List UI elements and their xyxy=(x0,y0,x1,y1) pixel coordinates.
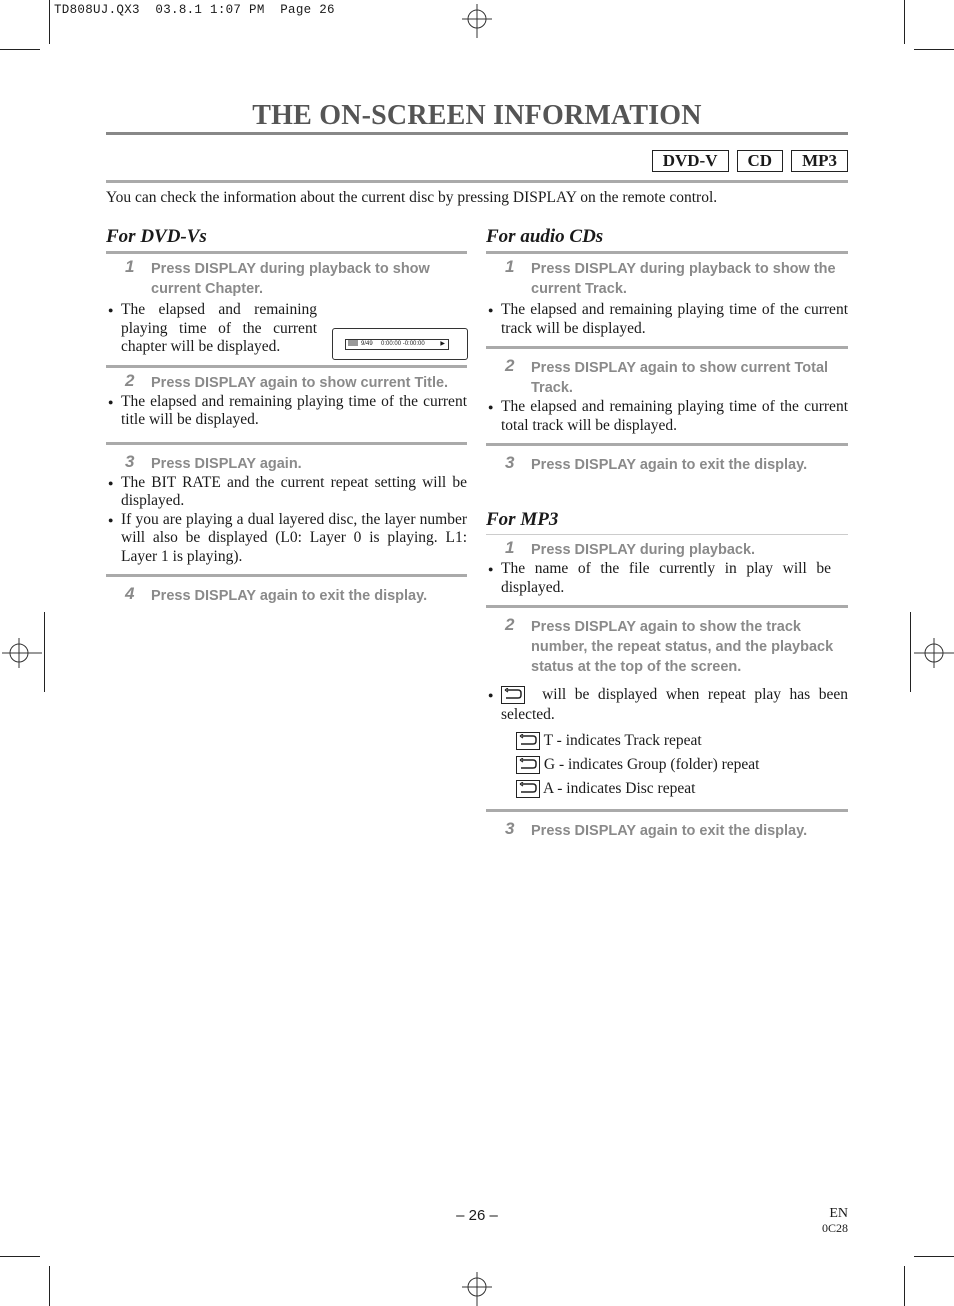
repeat-item-text: G - indicates Group (folder) repeat xyxy=(543,756,760,773)
crop-mark xyxy=(49,1266,50,1306)
bullet-text: The elapsed and remaining playing time of the current chapter will be displayed. xyxy=(121,301,317,355)
mp3-heading: For MP3 xyxy=(486,509,559,530)
step-instruction xyxy=(106,586,467,606)
registration-mark-icon xyxy=(462,1272,492,1306)
intro-text: You can check the information about the current disc by pressing DISPLAY on the remote control. xyxy=(106,189,718,206)
repeat-item xyxy=(486,753,848,777)
osd-chapter: 9/49 xyxy=(361,341,373,347)
step-number: 2 xyxy=(505,356,515,375)
repeat-item-text: A - indicates Disc repeat xyxy=(543,780,696,797)
bullet xyxy=(486,685,848,725)
registration-mark-icon xyxy=(462,4,492,38)
play-icon: ▶ xyxy=(440,341,445,347)
step-text: Press DISPLAY during playback to show current Chapter. xyxy=(151,261,430,297)
crop-mark xyxy=(0,49,40,50)
step-number: 2 xyxy=(505,615,515,634)
bullet xyxy=(486,560,831,597)
osd-time: 0:00:00 -0:00:00 xyxy=(381,341,425,347)
step-number: 1 xyxy=(505,257,515,276)
step-number: 3 xyxy=(505,819,515,838)
crop-mark xyxy=(49,0,50,44)
page-number: – 26 – xyxy=(456,1207,498,1224)
step-text: Press DISPLAY again. xyxy=(151,455,302,472)
step-number: 3 xyxy=(505,453,515,472)
step-text: Press DISPLAY again to exit the display. xyxy=(531,823,808,839)
osd-display-illustration xyxy=(332,328,468,360)
step-text: Press DISPLAY again to show the track number, the repeat status, and the playback status at the top of the screen. xyxy=(531,619,834,675)
repeat-item xyxy=(486,777,848,801)
document-code: 0C28 xyxy=(821,1221,848,1235)
step-text: Press DISPLAY again to show current Title. xyxy=(151,374,449,391)
step-instruction xyxy=(486,821,848,841)
dvd-step-4 xyxy=(106,577,467,614)
repeat-icon xyxy=(501,686,525,704)
step-instruction xyxy=(106,259,467,299)
chapter-badge-icon xyxy=(348,340,358,346)
bullet xyxy=(486,301,848,338)
step-text: Press DISPLAY again to show current Total Track. xyxy=(531,360,829,396)
mp3-step-3 xyxy=(486,812,848,849)
bullet-text: The elapsed and remaining playing time of the current total track will be displayed. xyxy=(501,398,848,434)
crop-mark xyxy=(914,49,954,50)
step-text: Press DISPLAY during playback. xyxy=(531,542,756,558)
step-text: Press DISPLAY again to exit the display. xyxy=(151,588,428,604)
cd-step-3 xyxy=(486,446,848,483)
bullet xyxy=(106,393,467,430)
step-instruction xyxy=(106,370,467,393)
dvd-heading: For DVD-Vs xyxy=(106,226,207,247)
bullet-text: The elapsed and remaining playing time of the current title will be displayed. xyxy=(121,392,467,428)
repeat-track-icon xyxy=(516,732,540,750)
step-instruction xyxy=(486,617,848,677)
cd-step-2 xyxy=(486,349,848,443)
repeat-note: will be displayed when repeat play has been selected. xyxy=(501,686,849,723)
language-code: EN xyxy=(829,1206,848,1221)
bullet-text: The elapsed and remaining playing time of the current track will be displayed. xyxy=(501,301,848,337)
dvd-step-2 xyxy=(106,368,467,438)
bullet xyxy=(486,398,848,435)
cd-heading: For audio CDs xyxy=(486,226,604,247)
step-text: Press DISPLAY again to exit the display. xyxy=(531,457,808,473)
dvd-section xyxy=(106,226,467,614)
repeat-group-icon xyxy=(516,756,540,774)
dvd-step-1 xyxy=(106,254,467,365)
step-number: 3 xyxy=(125,451,135,471)
bullet xyxy=(106,511,467,567)
repeat-disc-icon xyxy=(516,780,540,798)
step-number: 1 xyxy=(125,257,135,276)
mp3-step-2 xyxy=(486,608,848,809)
page-title: THE ON-SCREEN INFORMATION xyxy=(252,100,702,131)
osd-bar xyxy=(345,339,449,350)
bullet-text: If you are playing a dual layered disc, the layer number will also be displayed (L0: Layer 0 is playing. L1: Layer 1 is playing). xyxy=(121,510,467,565)
disc-type-tags xyxy=(652,150,848,172)
crop-mark xyxy=(910,612,911,692)
step-instruction xyxy=(486,455,848,475)
crop-mark xyxy=(914,1256,954,1257)
step-number: 4 xyxy=(125,584,135,603)
bullet-text: The BIT RATE and the current repeat setting will be displayed. xyxy=(121,473,467,509)
registration-mark-icon xyxy=(2,638,42,668)
tags-rule xyxy=(106,180,848,183)
repeat-item xyxy=(486,729,848,753)
print-slug: TD808UJ.QX3 03.8.1 1:07 PM Page 26 xyxy=(54,3,335,17)
mp3-section xyxy=(486,509,848,849)
title-rule xyxy=(106,132,848,135)
bullet-text: The name of the file currently in play will be displayed. xyxy=(501,560,831,596)
crop-mark xyxy=(0,1256,40,1257)
cd-section xyxy=(486,226,848,483)
step-instruction xyxy=(486,259,848,299)
cd-step-1 xyxy=(486,254,848,346)
step-text: Press DISPLAY during playback to show the current Track. xyxy=(531,261,836,297)
crop-mark xyxy=(904,1266,905,1306)
crop-mark xyxy=(904,0,905,44)
step-instruction xyxy=(486,540,848,560)
step-instruction xyxy=(106,451,467,474)
footer-code xyxy=(822,1207,848,1235)
bullet xyxy=(106,301,317,357)
tag-mp3: MP3 xyxy=(791,150,848,172)
tag-dvd: DVD-V xyxy=(652,150,729,172)
repeat-item-text: T - indicates Track repeat xyxy=(543,732,702,749)
dvd-step-3 xyxy=(106,445,467,575)
bullet xyxy=(106,474,467,511)
registration-mark-icon xyxy=(914,638,954,668)
step-number: 2 xyxy=(125,370,135,390)
step-instruction xyxy=(486,358,848,398)
mp3-step-1 xyxy=(486,535,848,605)
tag-cd: CD xyxy=(737,150,784,172)
step-number: 1 xyxy=(505,538,515,557)
crop-mark xyxy=(44,612,45,692)
